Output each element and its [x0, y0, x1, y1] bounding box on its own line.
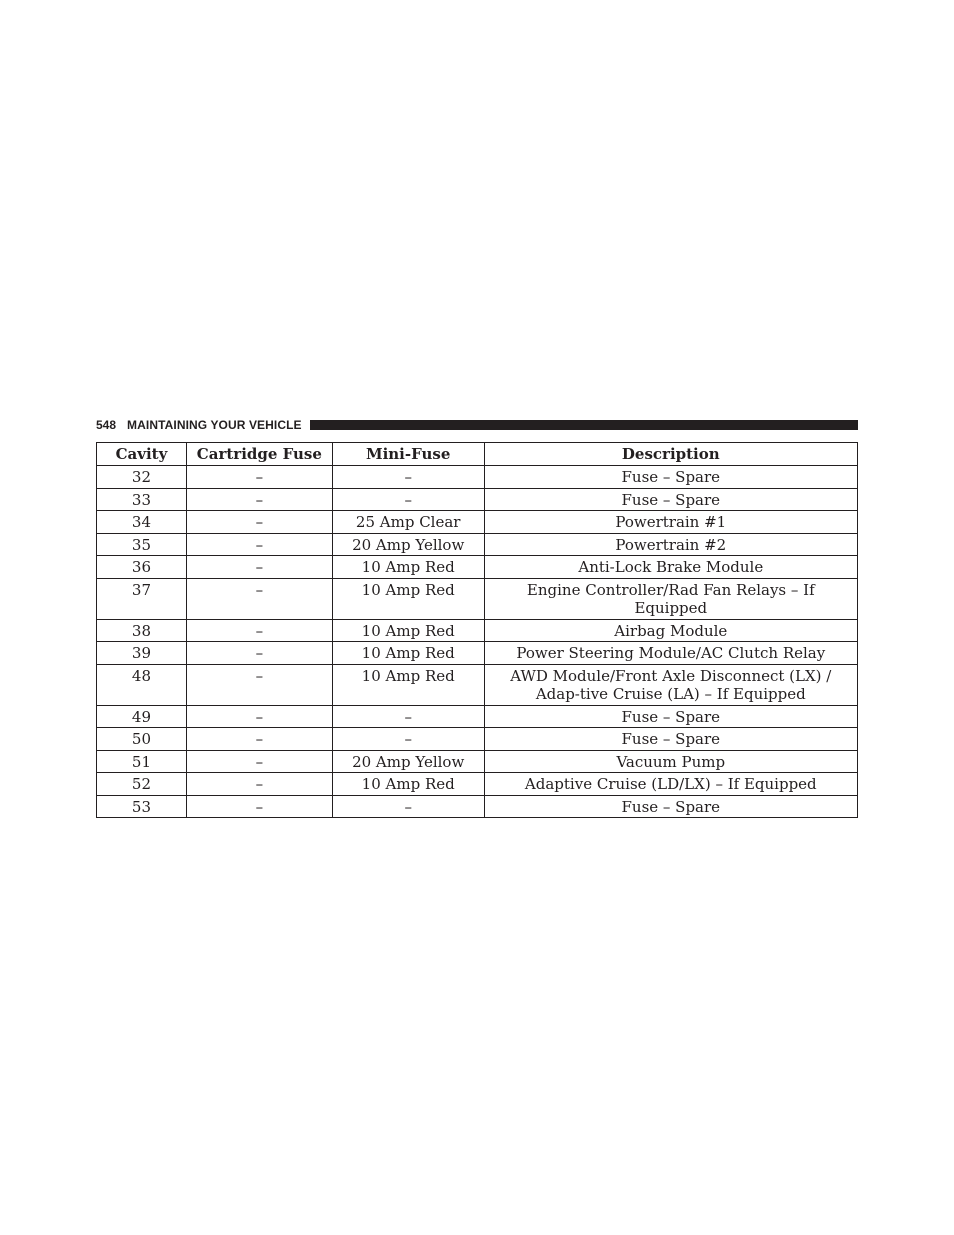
table-row [97, 664, 858, 705]
cartridge-fuse-cell: – [186, 511, 332, 534]
cartridge-fuse-cell: – [186, 728, 332, 751]
description-cell: Airbag Module [484, 619, 857, 642]
table-row [97, 466, 858, 489]
cavity-cell: 51 [97, 750, 187, 773]
mini-fuse-cell: 10 Amp Red [332, 556, 484, 579]
mini-fuse-cell: 10 Amp Red [332, 642, 484, 665]
cavity-cell: 52 [97, 773, 187, 796]
cavity-cell: 35 [97, 533, 187, 556]
description-cell: Fuse – Spare [484, 466, 857, 489]
mini-fuse-cell: 10 Amp Red [332, 773, 484, 796]
description-cell: Fuse – Spare [484, 795, 857, 818]
cavity-cell: 32 [97, 466, 187, 489]
description-cell: AWD Module/Front Axle Disconnect (LX) / Adap-tive Cruise (LA) – If Equipped [484, 664, 857, 705]
table-row [97, 795, 858, 818]
cartridge-fuse-cell: – [186, 578, 332, 619]
description-cell: Adaptive Cruise (LD/LX) – If Equipped [484, 773, 857, 796]
mini-fuse-cell: – [332, 728, 484, 751]
mini-fuse-cell: 25 Amp Clear [332, 511, 484, 534]
table-row [97, 642, 858, 665]
mini-fuse-cell: 10 Amp Red [332, 578, 484, 619]
cavity-cell: 48 [97, 664, 187, 705]
mini-fuse-cell: – [332, 488, 484, 511]
cavity-cell: 33 [97, 488, 187, 511]
table-row [97, 705, 858, 728]
cavity-cell: 37 [97, 578, 187, 619]
cartridge-fuse-cell: – [186, 773, 332, 796]
column-header-description: Description [484, 443, 857, 466]
mini-fuse-cell: – [332, 705, 484, 728]
table-row [97, 773, 858, 796]
cartridge-fuse-cell: – [186, 619, 332, 642]
page-number: 548 [96, 418, 117, 432]
cartridge-fuse-cell: – [186, 795, 332, 818]
table-row [97, 556, 858, 579]
cavity-cell: 39 [97, 642, 187, 665]
cavity-cell: 49 [97, 705, 187, 728]
description-cell: Fuse – Spare [484, 488, 857, 511]
cartridge-fuse-cell: – [186, 750, 332, 773]
description-cell: Power Steering Module/AC Clutch Relay [484, 642, 857, 665]
cavity-cell: 50 [97, 728, 187, 751]
mini-fuse-cell: 20 Amp Yellow [332, 533, 484, 556]
cavity-cell: 36 [97, 556, 187, 579]
cavity-cell: 38 [97, 619, 187, 642]
description-cell: Fuse – Spare [484, 705, 857, 728]
column-header-cartridge-fuse: Cartridge Fuse [186, 443, 332, 466]
cavity-cell: 53 [97, 795, 187, 818]
cartridge-fuse-cell: – [186, 533, 332, 556]
table-header-row [97, 443, 858, 466]
page-header [96, 416, 858, 434]
table-row [97, 511, 858, 534]
table-row [97, 533, 858, 556]
header-rule [310, 420, 858, 430]
cartridge-fuse-cell: – [186, 488, 332, 511]
cartridge-fuse-cell: – [186, 664, 332, 705]
column-header-cavity: Cavity [97, 443, 187, 466]
cartridge-fuse-cell: – [186, 705, 332, 728]
mini-fuse-cell: 10 Amp Red [332, 619, 484, 642]
column-header-mini-fuse: Mini-Fuse [332, 443, 484, 466]
description-cell: Powertrain #2 [484, 533, 857, 556]
cavity-cell: 34 [97, 511, 187, 534]
table-row [97, 619, 858, 642]
cartridge-fuse-cell: – [186, 556, 332, 579]
fuse-table [96, 442, 858, 818]
mini-fuse-cell: – [332, 795, 484, 818]
table-row [97, 750, 858, 773]
table-row [97, 488, 858, 511]
description-cell: Anti-Lock Brake Module [484, 556, 857, 579]
mini-fuse-cell: 10 Amp Red [332, 664, 484, 705]
mini-fuse-cell: – [332, 466, 484, 489]
mini-fuse-cell: 20 Amp Yellow [332, 750, 484, 773]
cartridge-fuse-cell: – [186, 466, 332, 489]
section-title: MAINTAINING YOUR VEHICLE [127, 418, 302, 432]
table-row [97, 728, 858, 751]
description-cell: Fuse – Spare [484, 728, 857, 751]
description-cell: Powertrain #1 [484, 511, 857, 534]
table-row [97, 578, 858, 619]
cartridge-fuse-cell: – [186, 642, 332, 665]
description-cell: Engine Controller/Rad Fan Relays – If Equipped [484, 578, 857, 619]
description-cell: Vacuum Pump [484, 750, 857, 773]
